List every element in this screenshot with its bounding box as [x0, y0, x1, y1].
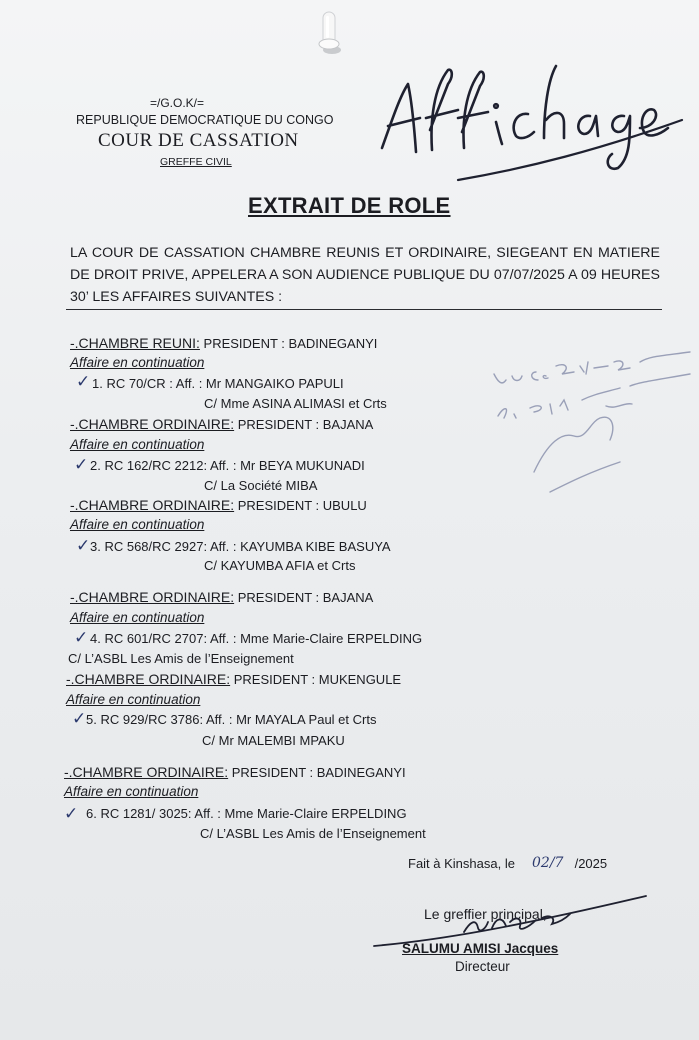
continuation-label: Affaire en continuation: [70, 517, 205, 532]
case-entry: 6. RC 1281/ 3025: Aff. : Mme Marie-Claire ERPELDING: [86, 806, 407, 821]
chamber-name: -.CHAMBRE ORDINAIRE:: [70, 416, 235, 432]
continuation-label: Affaire en continuation: [64, 784, 199, 799]
chamber-name: -.CHAMBRE ORDINAIRE:: [70, 497, 235, 513]
signatory-role: Directeur: [455, 959, 510, 974]
case-opponent: C/ Mme ASINA ALIMASI et Crts: [204, 396, 387, 411]
case-opponent: C/ Mr MALEMBI MPAKU: [202, 733, 345, 748]
chamber-heading: [70, 416, 373, 432]
intro-paragraph: LA COUR DE CASSATION CHAMBRE REUNIS ET ORDINAIRE, SIEGEANT EN MATIERE DE DROIT PRIVE, APPELERA A SON AUDIENCE PUBLIQUE DU 07/07/2025 A 09 HEURES 30’ LES AFFAIRES SUIVANTES :: [70, 245, 660, 305]
chamber-heading: [66, 671, 401, 687]
president-name: PRESIDENT : UBULU: [237, 498, 367, 513]
gok-reference: =/G.O.K/=: [150, 96, 205, 110]
chamber-name: -.CHAMBRE ORDINAIRE:: [70, 589, 235, 605]
affichage-handwritten-stamp: [368, 40, 686, 190]
chamber-heading: [70, 497, 367, 513]
chamber-heading: [70, 589, 373, 605]
chamber-name: -.CHAMBRE ORDINAIRE:: [66, 671, 231, 687]
president-name: PRESIDENT : BADINEGANYI: [203, 336, 378, 351]
signatory-name: SALUMU AMISI Jacques: [402, 941, 559, 956]
chamber-name: -.CHAMBRE REUNI:: [70, 335, 200, 351]
pushpin-icon: [313, 10, 345, 58]
case-opponent: C/ L’ASBL Les Amis de l’Enseignement: [68, 651, 294, 666]
fait-text: Fait à Kinshasa, le: [408, 856, 515, 871]
chamber-heading: [64, 764, 406, 780]
case-entry: 5. RC 929/RC 3786: Aff. : Mr MAYALA Paul et Crts: [86, 712, 377, 727]
continuation-label: Affaire en continuation: [70, 437, 205, 452]
checkmark-icon: ✓: [74, 455, 89, 475]
republic-name: REPUBLIQUE DEMOCRATIQUE DU CONGO: [76, 113, 334, 127]
case-opponent: C/ La Société MIBA: [204, 478, 318, 493]
handwritten-date: 02/7: [532, 855, 564, 871]
case-entry: 2. RC 162/RC 2212: Aff. : Mr BEYA MUKUNADI: [90, 458, 365, 473]
chamber-name: -.CHAMBRE ORDINAIRE:: [64, 764, 229, 780]
chamber-heading: [70, 335, 377, 351]
case-opponent: C/ KAYUMBA AFIA et Crts: [204, 558, 356, 573]
document-title: EXTRAIT DE ROLE: [248, 193, 451, 218]
president-name: PRESIDENT : MUKENGULE: [233, 672, 402, 687]
checkmark-icon: ✓: [64, 804, 79, 824]
continuation-label: Affaire en continuation: [70, 355, 205, 370]
case-entry: 1. RC 70/CR : Aff. : Mr MANGAIKO PAPULI: [92, 376, 344, 391]
divider: [66, 309, 662, 310]
case-entry: 4. RC 601/RC 2707: Aff. : Mme Marie-Claire ERPELDING: [90, 631, 423, 646]
checkmark-icon: ✓: [76, 536, 91, 556]
continuation-label: Affaire en continuation: [66, 692, 201, 707]
handwritten-side-note: [490, 322, 695, 502]
checkmark-icon: ✓: [76, 372, 91, 392]
president-name: PRESIDENT : BADINEGANYI: [231, 765, 406, 780]
president-name: PRESIDENT : BAJANA: [237, 417, 374, 432]
greffe-label: GREFFE CIVIL: [160, 156, 232, 168]
continuation-label: Affaire en continuation: [70, 610, 205, 625]
checkmark-icon: ✓: [74, 628, 89, 648]
president-name: PRESIDENT : BAJANA: [237, 590, 374, 605]
case-entry: 3. RC 568/RC 2927: Aff. : KAYUMBA KIBE BASUYA: [90, 539, 391, 554]
signature: [360, 888, 650, 968]
checkmark-icon: ✓: [72, 709, 87, 729]
place-date-label: [408, 856, 607, 871]
case-opponent: C/ L’ASBL Les Amis de l’Enseignement: [200, 826, 426, 841]
court-name: COUR DE CASSATION: [98, 130, 299, 151]
greffier-label: Le greffier principal,: [424, 906, 547, 922]
year-text: /2025: [574, 856, 608, 871]
